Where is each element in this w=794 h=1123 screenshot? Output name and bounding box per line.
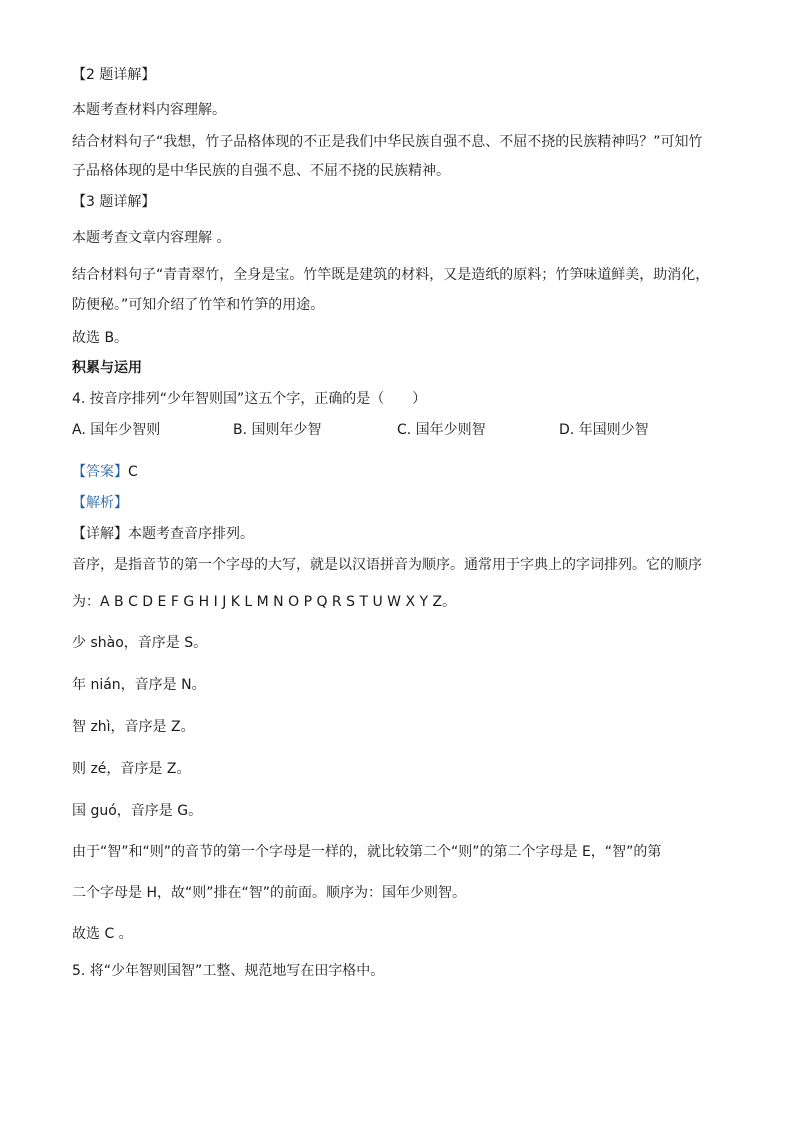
- char-nian: 年 nián，音序是 N。: [72, 677, 206, 693]
- char-ze: 则 zé，音序是 Z。: [72, 761, 191, 777]
- q3-conclusion: 故选 B。: [72, 330, 129, 346]
- q3-explanation-line1: 结合材料句子“青青翠竹，全身是宝。竹竿既是建筑的材料，又是造纸的原料；竹笋味道鲜美，助消化，: [72, 267, 710, 283]
- q5-stem: 5. 将“少年智则国智”工整、规范地写在田字格中。: [72, 963, 385, 979]
- section-title: 积累与运用: [72, 360, 142, 376]
- q4-stem: 4. 按音序排列“少年智则国”这五个字，正确的是（ ）: [72, 391, 427, 407]
- q4-explanation-line2: 为：A B C D E F G H I J K L M N O P Q R S T U W X Y Z。: [72, 594, 457, 610]
- q2-heading: 【2 题详解】: [72, 67, 156, 83]
- char-shao: 少 shào，音序是 S。: [72, 635, 208, 651]
- q4-option-a: A. 国年少智则: [72, 422, 161, 438]
- q4-answer: [72, 463, 138, 481]
- analysis-label: 【解析】: [72, 495, 128, 511]
- q3-explanation-line2: 防便秘。”可知介绍了竹竿和竹笋的用途。: [72, 297, 325, 313]
- q3-heading: 【3 题详解】: [72, 194, 156, 210]
- char-zhi: 智 zhì，音序是 Z。: [72, 719, 195, 735]
- q4-compare-line1: 由于“智”和“则”的音节的第一个字母是一样的，就比较第二个“则”的第二个字母是 E，“智”的第: [72, 844, 662, 860]
- q4-option-c: C. 国年少则智: [397, 422, 486, 438]
- q4-detail: [72, 525, 254, 543]
- q2-explanation-line2: 子品格体现的是中华民族的自强不息、不屈不挠的民族精神。: [72, 163, 450, 179]
- q4-conclusion: 故选 C 。: [72, 926, 133, 942]
- q3-intro: 本题考查文章内容理解 。: [72, 230, 231, 246]
- char-guo: 国 guó，音序是 G。: [72, 803, 203, 819]
- detail-label: 【详解】: [72, 526, 128, 542]
- q2-intro: 本题考查材料内容理解。: [72, 102, 226, 118]
- q4-explanation-line1: 音序，是指音节的第一个字母的大写，就是以汉语拼音为顺序。通常用于字典上的字词排列。它的顺序: [72, 557, 702, 573]
- answer-value: C: [128, 464, 138, 480]
- q2-explanation-line1: 结合材料句子“我想，竹子品格体现的不正是我们中华民族自强不息、不屈不挠的民族精神吗？”可知竹: [72, 134, 703, 150]
- detail-text: 本题考查音序排列。: [128, 526, 254, 542]
- q4-compare-line2: 二个字母是 H，故“则”排在“智”的前面。顺序为：国年少则智。: [72, 885, 466, 901]
- q4-option-b: B. 国则年少智: [233, 422, 322, 438]
- q4-option-d: D. 年国则少智: [559, 422, 649, 438]
- answer-label: 【答案】: [72, 464, 128, 480]
